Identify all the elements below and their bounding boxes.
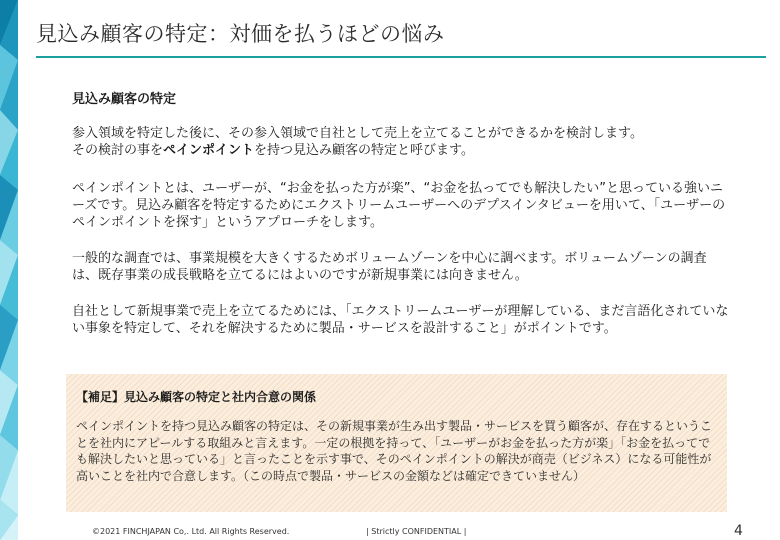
note-body: ペインポイントを持つ見込み顧客の特定は、その新規事業が生み出す製品・サービスを買う顧客が、存在するということを社内にアピールする取組みと言えます。一定の根拠を持って、「ユーザーがお金を払った方が楽」「お金を払ってでも解決したいと思っている」と言ったことを示す事で、そのペインポイントの解決が商売（ビジネス）になる可能性が高いことを社内で合意します。（この時点で製品・サービスの金額などは確定できていません） [76,419,713,483]
paragraph-pain-point-definition: ペインポイントとは、ユーザーが、“お金を払った方が楽”、“お金を払ってでも解決したい”と思っている強いニーズです。見込み顧客を特定するためにエクストリームユーザーへのデプスインタビューを用いて、「ユーザーのペインポイントを探す」というアプローチをします。 [72,181,726,230]
paragraph-intro [72,125,732,159]
pain-point-emphasis: ペインポイント [163,143,255,158]
note-title: 【補足】見込み顧客の特定と社内合意の関係 [76,390,317,404]
paragraph-intro-line2-post: を持つ見込み顧客の特定と呼びます。 [254,143,474,158]
footer-copyright: ©2021 FINCHJAPAN Co,. Ltd. All Rights Reserved. [92,527,290,536]
section-heading: 見込み顧客の特定 [72,92,177,107]
decorative-side-band [0,0,18,540]
slide-title: 見込み顧客の特定：対価を払うほどの悩み [36,22,445,46]
footer-confidential: | Strictly CONFIDENTIAL | [366,527,467,536]
supplementary-note-box [66,374,727,512]
paragraph-new-business-point: 自社として新規事業で売上を立てるためには、「エクストリームユーザーが理解している、まだ言語化されていない事象を特定して、それを解決するために製品・サービスを設計すること」がポイントです。 [72,304,729,336]
paragraph-intro-line2-pre: その検討の事を [72,143,164,158]
paragraph-intro-line1: 参入領域を特定した後に、その参入領域で自社として売上を立てることができるかを検討します。 [72,126,643,141]
title-divider [36,56,766,58]
page-number: 4 [734,523,743,539]
paragraph-general-research: 一般的な調査では、事業規模を大きくするためボリュームゾーンを中心に調べます。ボリュームゾーンの調査は、既存事業の成長戦略を立てるにはよいのですが新規事業には向きません。 [72,251,707,283]
